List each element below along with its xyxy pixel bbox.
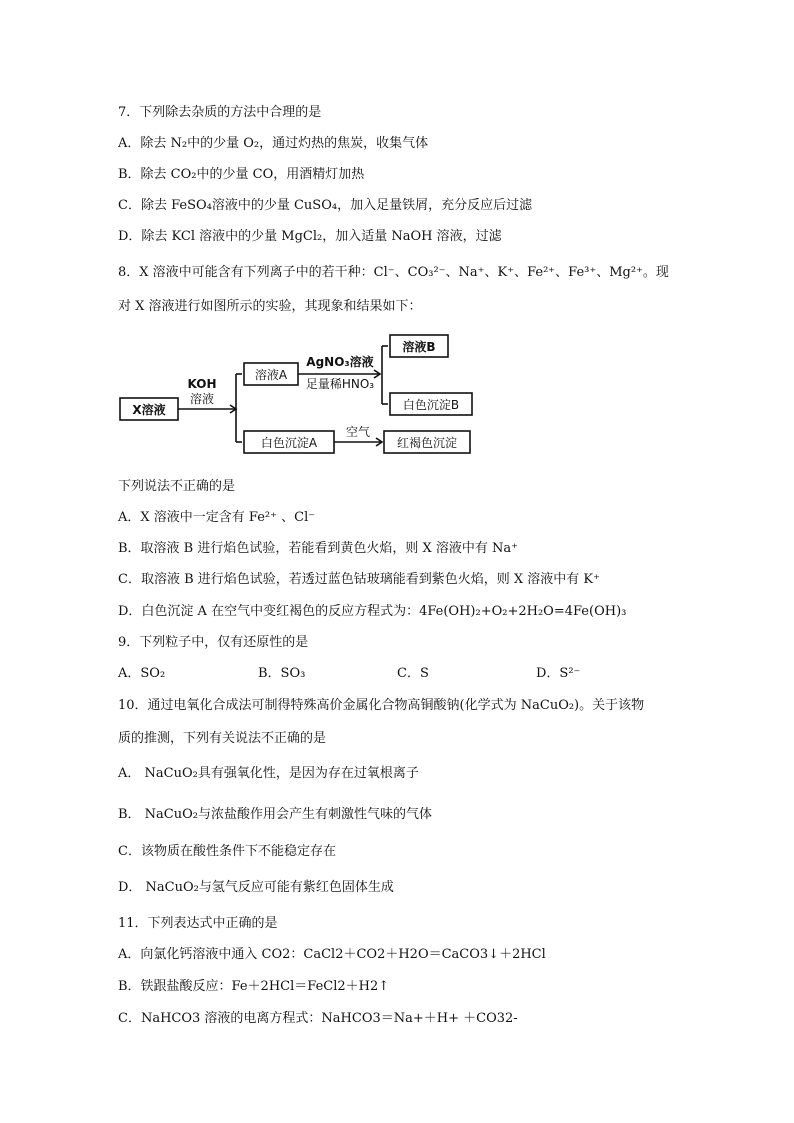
q8-option-a: A．X 溶液中一定含有 Fe²⁺ 、Cl⁻ — [118, 510, 316, 525]
white-ppt-b-label: 白色沉淀B — [402, 398, 460, 412]
reagent-koh-label: KOH — [187, 377, 217, 391]
q8-option-b: B．取溶液 B 进行焰色试验，若能看到黄色火焰，则 X 溶液中有 Na⁺ — [118, 541, 519, 556]
q10-stem-line2: 质的推测，下列有关说法不正确的是 — [118, 731, 327, 746]
reagent-koh-solution-label: 溶液 — [189, 392, 215, 406]
q10-option-c: C．该物质在酸性条件下不能稳定存在 — [118, 844, 336, 859]
q9-option-a: A．SO₂ — [118, 666, 166, 681]
q7-option-b: B．除去 CO₂中的少量 CO，用酒精灯加热 — [118, 167, 365, 182]
q9-option-c: C．S — [397, 666, 429, 681]
q10-option-a: A． NaCuO₂具有强氧化性，是因为存在过氧根离子 — [118, 766, 419, 781]
solution-b-label: 溶液B — [402, 340, 436, 354]
q8-option-d: D．白色沉淀 A 在空气中变红褐色的反应方程式为：4Fe(OH)₂+O₂+2H₂O=4Fe(OH)₃ — [118, 604, 627, 619]
q7-option-a: A．除去 N₂中的少量 O₂，通过灼热的焦炭，收集气体 — [118, 136, 429, 151]
q8-question: 下列说法不正确的是 — [118, 479, 236, 494]
q11-option-b: B．铁跟盐酸反应：Fe＋2HCl＝FeCl2＋H2↑ — [118, 979, 390, 994]
experiment-flow-diagram — [118, 330, 488, 462]
q8-option-c: C．取溶液 B 进行焰色试验，若透过蓝色钴玻璃能看到紫色火焰，则 X 溶液中有 K⁺ — [118, 572, 600, 587]
q8-stem-line2: 对 X 溶液进行如图所示的实验，其现象和结果如下： — [118, 299, 422, 314]
q9-option-d: D．S²⁻ — [536, 666, 581, 681]
x-solution-label: X溶液 — [132, 403, 166, 417]
q10-stem-line1: 10．通过电氧化合成法可制得特殊高价金属化合物高铜酸钠(化学式为 NaCuO₂)。关于该物 — [118, 698, 645, 713]
solution-a-label: 溶液A — [254, 368, 288, 382]
reagent-agno3-label: AgNO₃溶液 — [306, 355, 374, 369]
white-ppt-a-label: 白色沉淀A — [260, 436, 318, 450]
q7-option-c: C．除去 FeSO₄溶液中的少量 CuSO₄，加入足量铁屑，充分反应后过滤 — [118, 198, 533, 213]
q10-option-d: D． NaCuO₂与氢气反应可能有紫红色固体生成 — [118, 880, 394, 895]
q11-stem: 11．下列表达式中正确的是 — [118, 916, 278, 931]
q11-option-c: C．NaHCO3 溶液的电离方程式：NaHCO3＝Na+＋H+ ＋CO32- — [118, 1011, 518, 1026]
q9-stem: 9．下列粒子中，仅有还原性的是 — [118, 635, 309, 650]
q7-stem: 7．下列除去杂质的方法中合理的是 — [118, 105, 322, 120]
q11-option-a: A．向氯化钙溶液中通入 CO2：CaCl2＋CO2＋H2O＝CaCO3↓＋2HCl — [118, 947, 546, 962]
red-brown-ppt-label: 红褐色沉淀 — [396, 436, 458, 450]
q10-option-b: B． NaCuO₂与浓盐酸作用会产生有刺激性气味的气体 — [118, 807, 432, 822]
reagent-hno3-label: 足量稀HNO₃ — [305, 377, 375, 391]
q7-option-d: D．除去 KCl 溶液中的少量 MgCl₂，加入适量 NaOH 溶液，过滤 — [118, 229, 502, 244]
q8-stem-line1: 8．X 溶液中可能含有下列离子中的若干种：Cl⁻、CO₃²⁻、Na⁺、K⁺、Fe²⁺、Fe³⁺、Mg²⁺。现 — [118, 265, 669, 280]
q9-option-b: B．SO₃ — [258, 666, 306, 681]
air-label: 空气 — [345, 425, 371, 439]
